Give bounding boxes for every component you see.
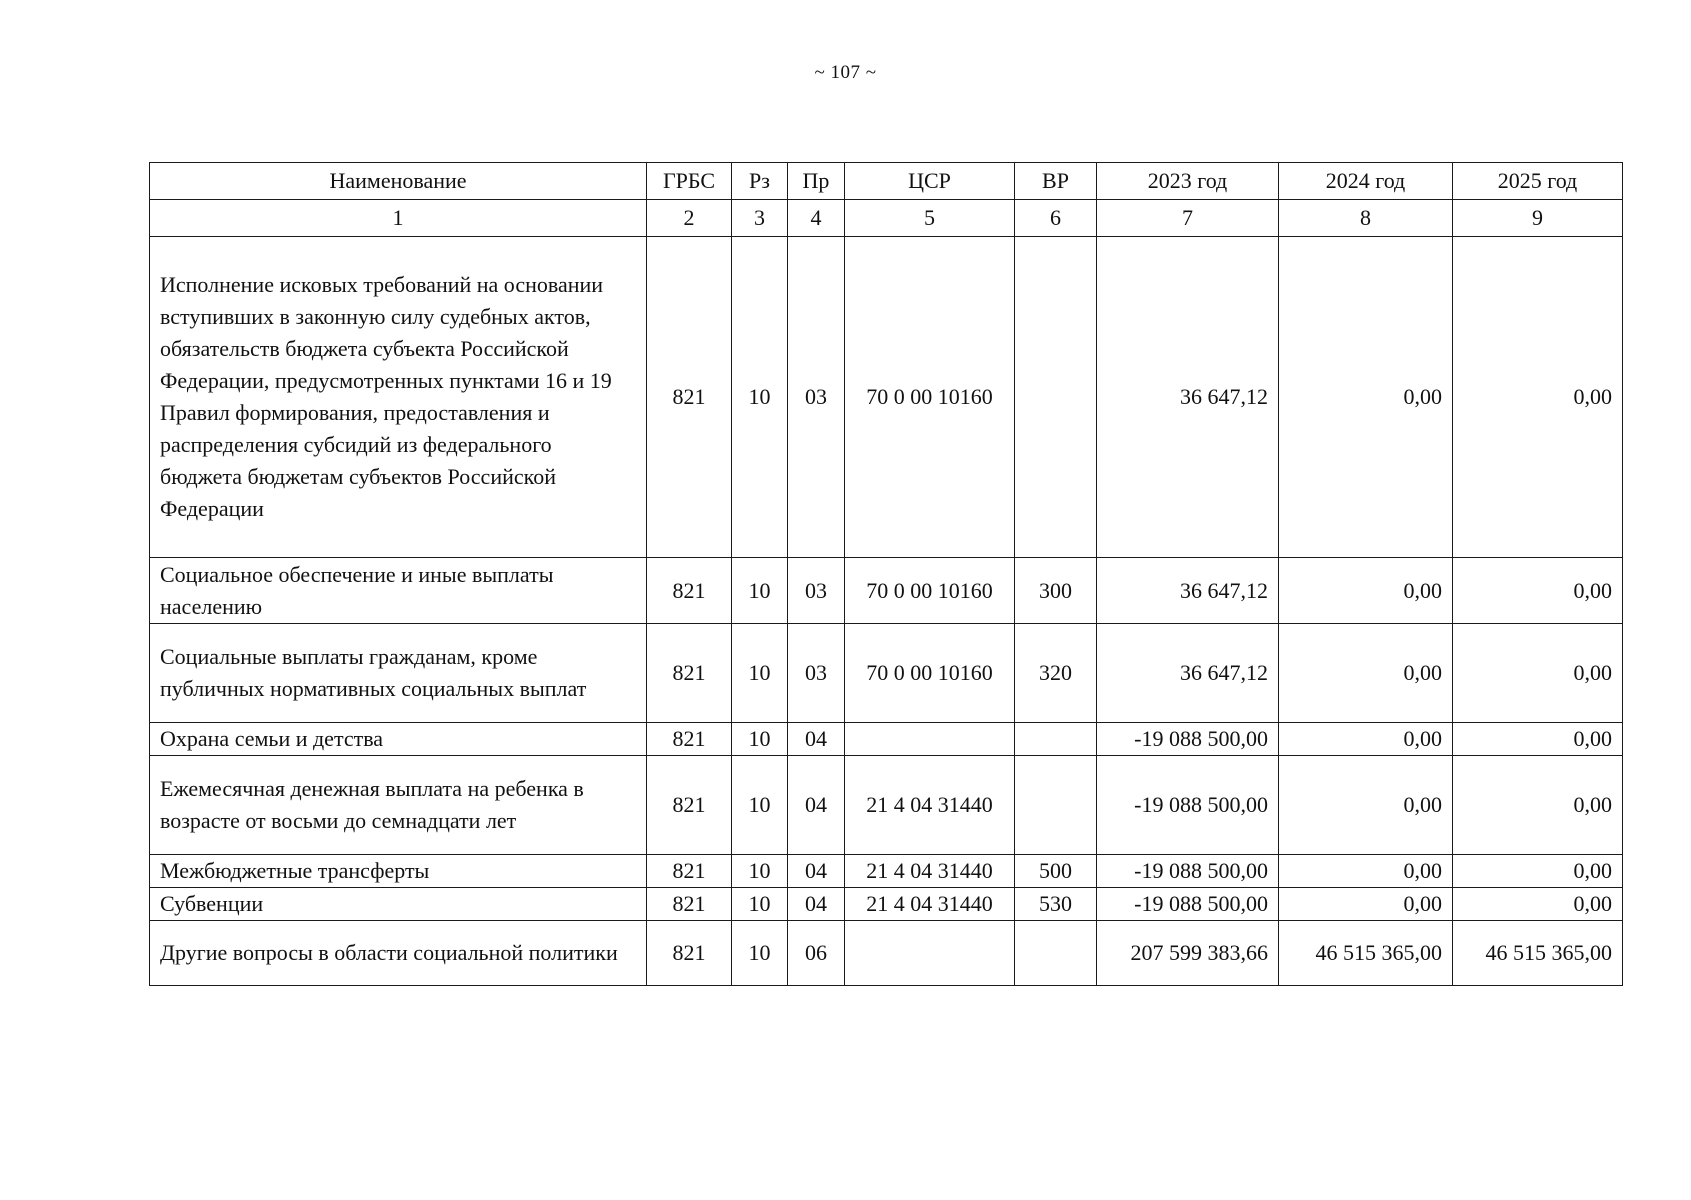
row-2023: -19 088 500,00 [1097,888,1279,921]
row-name: Социальные выплаты гражданам, кроме публичных нормативных социальных выплат [150,624,647,723]
column-number: 9 [1453,200,1623,237]
row-csr: 70 0 00 10160 [845,237,1015,558]
header-2025: 2025 год [1453,163,1623,200]
row-rz: 10 [732,756,788,855]
table-row [150,624,1623,723]
row-csr: 21 4 04 31440 [845,888,1015,921]
row-pr: 04 [788,888,845,921]
table-row [150,888,1623,921]
row-rz: 10 [732,723,788,756]
row-2024: 0,00 [1279,723,1453,756]
row-pr: 03 [788,624,845,723]
row-2025: 0,00 [1453,855,1623,888]
table-row [150,558,1623,624]
column-number: 2 [647,200,732,237]
row-2025: 0,00 [1453,723,1623,756]
table-row [150,756,1623,855]
row-2023: 36 647,12 [1097,558,1279,624]
row-rz: 10 [732,237,788,558]
row-csr: 70 0 00 10160 [845,624,1015,723]
row-2024: 0,00 [1279,855,1453,888]
row-pr: 04 [788,756,845,855]
column-number: 7 [1097,200,1279,237]
row-2024: 0,00 [1279,558,1453,624]
row-name: Межбюджетные трансферты [150,855,647,888]
row-pr: 03 [788,558,845,624]
row-name: Субвенции [150,888,647,921]
row-2025: 0,00 [1453,888,1623,921]
header-2024: 2024 год [1279,163,1453,200]
row-2024: 0,00 [1279,888,1453,921]
column-number: 5 [845,200,1015,237]
header-csr: ЦСР [845,163,1015,200]
row-2023: -19 088 500,00 [1097,756,1279,855]
column-number: 4 [788,200,845,237]
row-grbs: 821 [647,888,732,921]
row-pr: 03 [788,237,845,558]
row-2024: 46 515 365,00 [1279,921,1453,986]
row-grbs: 821 [647,624,732,723]
row-vr [1015,237,1097,558]
header-pr: Пр [788,163,845,200]
column-number: 1 [150,200,647,237]
row-vr: 500 [1015,855,1097,888]
row-csr: 21 4 04 31440 [845,756,1015,855]
row-2024: 0,00 [1279,624,1453,723]
row-2025: 0,00 [1453,756,1623,855]
row-2023: 207 599 383,66 [1097,921,1279,986]
row-grbs: 821 [647,558,732,624]
table-row [150,855,1623,888]
header-name: Наименование [150,163,647,200]
row-grbs: 821 [647,921,732,986]
budget-table [149,162,1623,986]
table-row [150,921,1623,986]
row-rz: 10 [732,888,788,921]
row-name: Социальное обеспечение и иные выплаты населению [150,558,647,624]
column-number: 6 [1015,200,1097,237]
page-number: ~ 107 ~ [814,62,877,83]
row-grbs: 821 [647,756,732,855]
row-name: Ежемесячная денежная выплата на ребенка в возрасте от восьми до семнадцати лет [150,756,647,855]
row-2025: 0,00 [1453,237,1623,558]
row-vr: 320 [1015,624,1097,723]
row-csr: 70 0 00 10160 [845,558,1015,624]
row-name: Исполнение исковых требований на основании вступивших в законную силу судебных актов, обязательств бюджета субъекта Российской Федерации, предусмотренных пунктами 16 и 19 Правил формирования, предоставления и распределения субсидий из федерального бюджета бюджетам субъектов Российской Федерации [150,237,647,558]
row-pr: 04 [788,723,845,756]
row-vr [1015,756,1097,855]
row-csr [845,723,1015,756]
row-vr: 300 [1015,558,1097,624]
row-2023: 36 647,12 [1097,237,1279,558]
column-number: 8 [1279,200,1453,237]
row-rz: 10 [732,624,788,723]
row-name: Другие вопросы в области социальной политики [150,921,647,986]
row-pr: 06 [788,921,845,986]
row-name: Охрана семьи и детства [150,723,647,756]
header-row [150,163,1623,200]
row-rz: 10 [732,855,788,888]
row-vr [1015,921,1097,986]
row-csr: 21 4 04 31440 [845,855,1015,888]
header-vr: ВР [1015,163,1097,200]
row-2025: 0,00 [1453,624,1623,723]
row-vr [1015,723,1097,756]
row-grbs: 821 [647,723,732,756]
column-number-row [150,200,1623,237]
row-2025: 0,00 [1453,558,1623,624]
row-rz: 10 [732,558,788,624]
row-grbs: 821 [647,237,732,558]
row-grbs: 821 [647,855,732,888]
row-2024: 0,00 [1279,756,1453,855]
header-grbs: ГРБС [647,163,732,200]
header-rz: Рз [732,163,788,200]
table-row [150,723,1623,756]
row-2023: -19 088 500,00 [1097,723,1279,756]
row-2024: 0,00 [1279,237,1453,558]
row-pr: 04 [788,855,845,888]
row-csr [845,921,1015,986]
row-rz: 10 [732,921,788,986]
row-vr: 530 [1015,888,1097,921]
column-number: 3 [732,200,788,237]
table-row [150,237,1623,558]
row-2025: 46 515 365,00 [1453,921,1623,986]
header-2023: 2023 год [1097,163,1279,200]
row-2023: -19 088 500,00 [1097,855,1279,888]
row-2023: 36 647,12 [1097,624,1279,723]
